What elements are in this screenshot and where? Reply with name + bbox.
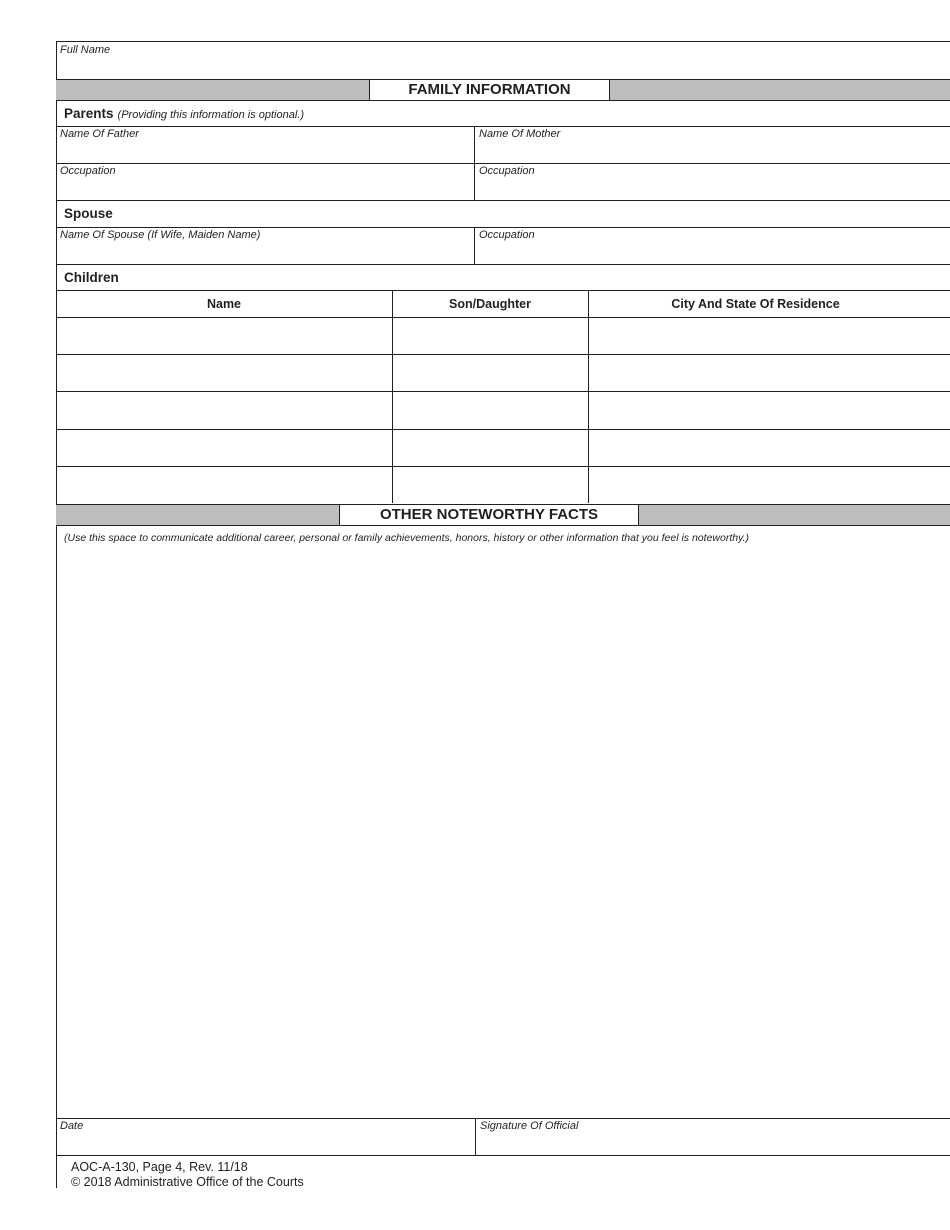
noteworthy-facts-instructions: (Use this space to communicate additional career, personal or family achievements, honors, history or other information that you feel is noteworthy.) (64, 532, 749, 544)
child-3-residence[interactable] (589, 392, 950, 428)
spouse-bottom-divider (56, 264, 950, 265)
copyright: © 2018 Administrative Office of the Courts (71, 1175, 304, 1189)
child-1-name[interactable] (57, 318, 391, 354)
children-col-son-daughter: Son/Daughter (449, 297, 531, 311)
child-2-son-daughter[interactable] (393, 355, 587, 391)
date-label: Date (60, 1120, 84, 1132)
spouse-name-label: Name Of Spouse (If Wife, Maiden Name) (60, 229, 261, 241)
child-2-residence[interactable] (589, 355, 950, 391)
form-id: AOC-A-130, Page 4, Rev. 11/18 (71, 1160, 248, 1174)
parents-optional-note: (Providing this information is optional.) (117, 109, 305, 121)
child-1-residence[interactable] (589, 318, 950, 354)
children-col-name: Name (206, 297, 242, 311)
father-name-label: Name Of Father (60, 128, 139, 140)
parents-heading-text: Parents (64, 106, 114, 121)
noteworthy-facts-title: OTHER NOTEWORTHY FACTS (339, 504, 639, 526)
child-2-name[interactable] (57, 355, 391, 391)
full-name-label: Full Name (60, 44, 111, 56)
parents-heading (64, 106, 304, 121)
mother-name-field[interactable] (475, 127, 950, 163)
child-1-son-daughter[interactable] (393, 318, 587, 354)
signature-bottom-divider (56, 1155, 950, 1156)
child-3-son-daughter[interactable] (393, 392, 587, 428)
children-heading: Children (64, 270, 119, 285)
child-5-son-daughter[interactable] (393, 467, 587, 503)
mother-occupation-label: Occupation (479, 165, 535, 177)
father-name-field[interactable] (57, 127, 473, 163)
spouse-name-field[interactable] (57, 228, 473, 264)
child-3-name[interactable] (57, 392, 391, 428)
parents-bottom-divider (56, 200, 950, 201)
father-occupation-label: Occupation (60, 165, 116, 177)
full-name-field[interactable] (57, 42, 950, 78)
children-col-residence: City And State Of Residence (671, 297, 840, 311)
noteworthy-facts-textarea[interactable] (57, 548, 950, 1118)
children-table-top (56, 290, 950, 291)
signature-field[interactable] (476, 1119, 950, 1155)
date-field[interactable] (57, 1119, 474, 1155)
father-occupation-field[interactable] (57, 164, 473, 200)
spouse-heading: Spouse (64, 206, 113, 221)
child-4-son-daughter[interactable] (393, 430, 587, 466)
child-5-name[interactable] (57, 467, 391, 503)
mother-name-label: Name Of Mother (479, 128, 561, 140)
child-4-name[interactable] (57, 430, 391, 466)
child-4-residence[interactable] (589, 430, 950, 466)
child-5-residence[interactable] (589, 467, 950, 503)
family-information-title: FAMILY INFORMATION (369, 79, 610, 101)
signature-label: Signature Of Official (480, 1120, 579, 1132)
mother-occupation-field[interactable] (475, 164, 950, 200)
spouse-occupation-label: Occupation (479, 229, 535, 241)
spouse-occupation-field[interactable] (475, 228, 950, 264)
